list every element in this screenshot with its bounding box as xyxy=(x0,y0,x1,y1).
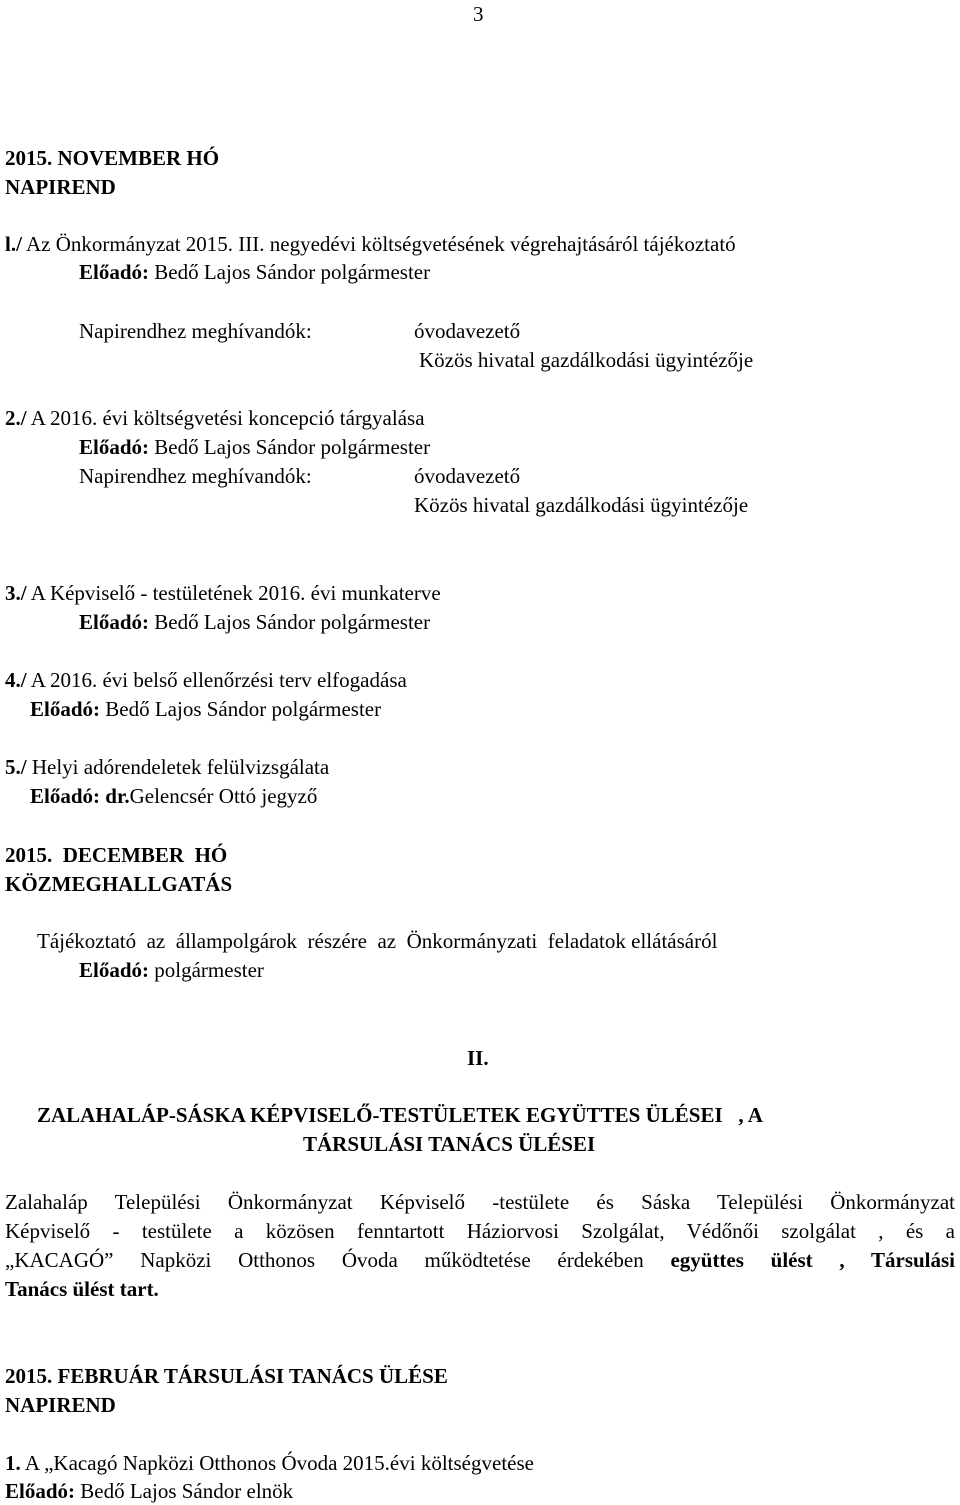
agenda-item-2-number: 2./ xyxy=(5,406,27,430)
agenda-item-1-invited-1: óvodavezető xyxy=(414,319,521,343)
section-paragraph-line-1: Zalahaláp Települési Önkormányzat Képviselő -testülete és Sáska Települési Önkormányzat xyxy=(5,1190,955,1214)
agenda-item-2-invited-label: Napirendhez meghívandók: xyxy=(79,464,312,488)
public-hearing-info: Tájékoztató az állampolgárok részére az Önkormányzati feladatok ellátásáról xyxy=(37,929,718,953)
section-paragraph-line-2: Képviselő - testülete a közösen fenntartott Háziorvosi Szolgálat, Védőnői szolgálat , és a xyxy=(5,1219,955,1243)
section-paragraph-line-4: Tanács ülést tart. xyxy=(5,1277,159,1301)
section-title-line-1: ZALAHALÁP-SÁSKA KÉPVISELŐ-TESTÜLETEK EGYÜTTES ÜLÉSEI , A xyxy=(37,1103,763,1127)
december-heading: 2015. DECEMBER HÓ xyxy=(5,843,228,867)
agenda-item-3 xyxy=(5,583,441,604)
agenda-item-1-title: Az Önkormányzat 2015. III. negyedévi költségvetésének végrehajtásáról tájékoztató xyxy=(26,232,736,256)
agenda-item-4-number: 4./ xyxy=(5,668,27,692)
agenda-item-3-number: 3./ xyxy=(5,581,27,605)
agenda-item-3-title: A Képviselő - testületének 2016. évi munkaterve xyxy=(30,581,441,605)
november-agenda-heading: NAPIREND xyxy=(5,175,116,199)
section-roman-numeral: II. xyxy=(467,1046,489,1070)
agenda-item-5-title: Helyi adórendeletek felülvizsgálata xyxy=(31,755,330,779)
agenda-item-1-invited-2: Közös hivatal gazdálkodási ügyintézője xyxy=(419,348,754,372)
agenda-item-4-presenter: Előadó: Bedő Lajos Sándor polgármester xyxy=(30,697,382,721)
agenda-item-5 xyxy=(5,757,329,778)
agenda-item-4-title: A 2016. évi belső ellenőrzési terv elfogadása xyxy=(30,668,407,692)
public-hearing-presenter: Előadó: polgármester xyxy=(79,958,264,982)
february-agenda-heading: NAPIREND xyxy=(5,1393,116,1417)
section-title-line-2: TÁRSULÁSI TANÁCS ÜLÉSEI xyxy=(303,1132,596,1156)
agenda-item-2-title: A 2016. évi költségvetési koncepció tárgyalása xyxy=(30,406,425,430)
agenda-item-2-invited-1: óvodavezető xyxy=(414,464,521,488)
agenda-item-2 xyxy=(5,408,425,429)
agenda-item-2-presenter: Előadó: Bedő Lajos Sándor polgármester xyxy=(79,435,431,459)
agenda-item-1 xyxy=(5,234,736,255)
agenda-item-5-number: 5./ xyxy=(5,755,27,779)
agenda-item-5-presenter: Előadó: dr.Gelencsér Ottó jegyző xyxy=(30,784,318,808)
public-hearing-heading: KÖZMEGHALLGATÁS xyxy=(5,872,233,896)
agenda-item-4 xyxy=(5,670,407,691)
agenda-item-1-number: l./ xyxy=(5,232,22,256)
page-number: 3 xyxy=(473,2,484,26)
section-paragraph-line-3: „KACAGÓ” Napközi Otthonos Óvoda működtetése érdekében együttes ülést , Társulási xyxy=(5,1248,956,1272)
agenda-item-3-presenter: Előadó: Bedő Lajos Sándor polgármester xyxy=(79,610,431,634)
november-heading: 2015. NOVEMBER HÓ xyxy=(5,146,220,170)
agenda-item-1-invited-label: Napirendhez meghívandók: xyxy=(79,319,312,343)
february-heading: 2015. FEBRUÁR TÁRSULÁSI TANÁCS ÜLÉSE xyxy=(5,1364,448,1388)
agenda-item-1-presenter: Előadó: Bedő Lajos Sándor polgármester xyxy=(79,260,431,284)
february-item-1: 1. A „Kacagó Napközi Otthonos Óvoda 2015.évi költségvetése xyxy=(5,1451,534,1475)
february-item-1-presenter: Előadó: Bedő Lajos Sándor elnök xyxy=(5,1479,294,1503)
agenda-item-2-invited-2: Közös hivatal gazdálkodási ügyintézője xyxy=(414,493,749,517)
